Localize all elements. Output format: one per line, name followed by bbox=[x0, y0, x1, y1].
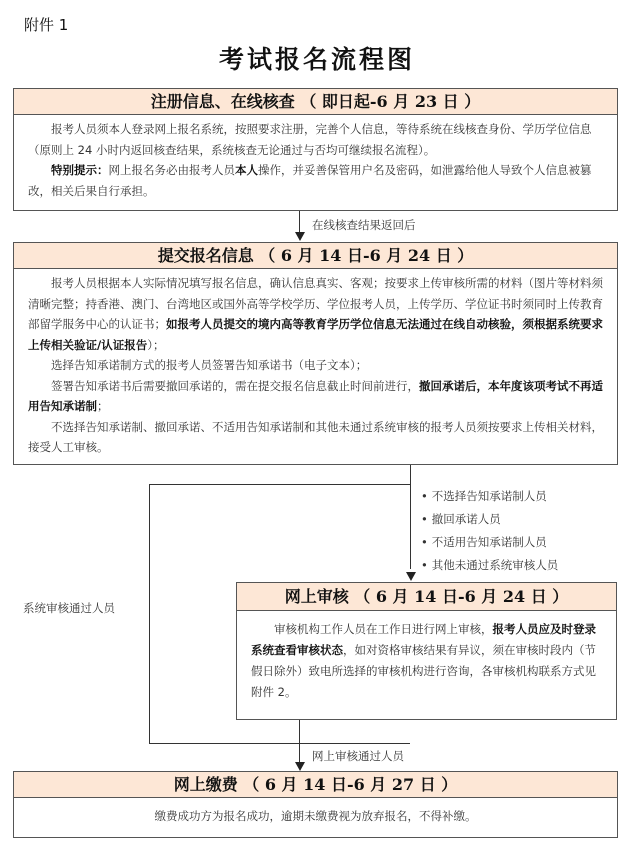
review-heading-text: 网上审核 （ 6 月 14 日-6 月 24 日 ） bbox=[284, 587, 569, 606]
branch-left-vertical bbox=[149, 484, 150, 744]
register-para-2b: 操作，并妥善保管用户名及密码，如泄露给他人导致个人信息被篡改，相关后果自行承担。 bbox=[28, 163, 592, 198]
review-step-body bbox=[236, 611, 617, 720]
connector-label-after-register: 在线核查结果返回后 bbox=[312, 218, 416, 232]
register-para-2 bbox=[28, 160, 603, 201]
register-step-body bbox=[13, 115, 618, 211]
list-item bbox=[421, 485, 558, 508]
review-para-1a: 审核机构工作人员在工作日进行网上审核， bbox=[274, 622, 493, 636]
list-item-text: 其他未通过系统审核人员 bbox=[431, 558, 559, 572]
bullet-mark: • bbox=[421, 512, 428, 526]
review-para-1-emph: 报考人员应及时登录系统查看审核状态 bbox=[251, 622, 596, 657]
register-para-1: 报考人员须本人登录网上报名系统，按照要求注册，完善个人信息，等待系统在线核查身份、学历学位信息（原则上 24 小时内返回核查结果，系统核查无论通过与否均可继续报名流程）。 bbox=[28, 122, 592, 157]
branch-right-vertical bbox=[410, 465, 411, 569]
connector-line-3 bbox=[299, 720, 300, 764]
list-item bbox=[421, 554, 558, 577]
payment-step-body bbox=[13, 798, 618, 838]
submit-step-heading bbox=[13, 242, 618, 269]
branch-right-arrow bbox=[406, 572, 416, 581]
list-item bbox=[421, 531, 558, 554]
submit-step-body bbox=[13, 269, 618, 465]
special-tip-label: 特别提示： bbox=[51, 163, 109, 177]
payment-para-1: 缴费成功方为报名成功，逾期未缴费视为放弃报名，不得补缴。 bbox=[154, 809, 477, 823]
payment-heading-text: 网上缴费 （ 6 月 14 日-6 月 27 日 ） bbox=[173, 775, 458, 794]
bullet-mark: • bbox=[421, 489, 428, 503]
attachment-label: 附件 1 bbox=[24, 16, 69, 34]
payment-step-heading bbox=[13, 771, 618, 798]
submit-para-1b: ）； bbox=[147, 337, 165, 352]
submit-para-4: 不选择告知承诺制、撤回承诺、不适用告知承诺制和其他未通过系统审核的报考人员须按要求上传相关材料，接受人工审核。 bbox=[28, 419, 603, 454]
register-heading-text: 注册信息、在线核查 （ 即日起-6 月 23 日 ） bbox=[150, 92, 481, 111]
connector-arrow-3 bbox=[295, 762, 305, 771]
review-pass-label: 网上审核通过人员 bbox=[312, 749, 404, 763]
submit-heading-text: 提交报名信息 （ 6 月 14 日-6 月 24 日 ） bbox=[157, 246, 474, 265]
register-step-heading bbox=[13, 88, 618, 115]
register-para-2a: 网上报名务必由报考人员 bbox=[108, 163, 235, 177]
list-item-text: 撤回承诺人员 bbox=[431, 512, 501, 526]
submit-para-2: 选择告知承诺制方式的报考人员签署告知承诺书（电子文本）； bbox=[51, 358, 368, 372]
branch-left-top bbox=[149, 484, 411, 485]
submit-para-1a: 报考人员根据本人实际情况填写报名信息，确认信息真实、客观；按要求上传审核所需的材料（图片等材料须清晰完整；持香港、澳门、台湾地区或国外高等学校学历、学位报考人员，上传学历、学位证书时须同时上传教育部留学服务中心的认证书； bbox=[28, 276, 603, 331]
submit-para-3b: ； bbox=[97, 399, 109, 413]
submit-para-3a: 签署告知承诺书后需要撤回承诺的，需在提交报名信息截止时间前进行， bbox=[51, 378, 419, 393]
submit-para-3 bbox=[28, 376, 603, 417]
bullet-mark: • bbox=[421, 535, 428, 549]
manual-review-list bbox=[421, 485, 558, 577]
submit-para-1 bbox=[28, 273, 603, 355]
submit-para-1-emph: 如报考人员提交的境内高等教育学历学位信息无法通过在线自动核验，须根据系统要求上传相关验证/认证报告 bbox=[28, 317, 603, 352]
list-item bbox=[421, 508, 558, 531]
review-para-1 bbox=[251, 619, 602, 703]
connector-arrow-1 bbox=[295, 232, 305, 241]
list-item-text: 不选择告知承诺制人员 bbox=[431, 489, 547, 503]
review-para-1b: ，如对资格审核结果有异议，须在审核时段内（节假日除外）致电所选择的审核机构进行咨询，各审核机构联系方式见附件 2。 bbox=[251, 643, 596, 699]
branch-left-bottom bbox=[149, 743, 410, 744]
list-item-text: 不适用告知承诺制人员 bbox=[431, 535, 547, 549]
register-self-emph: 本人 bbox=[235, 163, 258, 177]
submit-para-3-emph: 撤回承诺后，本年度该项考试不再适用告知承诺制 bbox=[28, 378, 603, 413]
page-title: 考试报名流程图 bbox=[218, 45, 415, 74]
connector-line-1 bbox=[299, 211, 300, 234]
system-pass-label: 系统审核通过人员 bbox=[23, 601, 115, 615]
review-step-heading bbox=[236, 582, 617, 611]
bullet-mark: • bbox=[421, 558, 428, 572]
